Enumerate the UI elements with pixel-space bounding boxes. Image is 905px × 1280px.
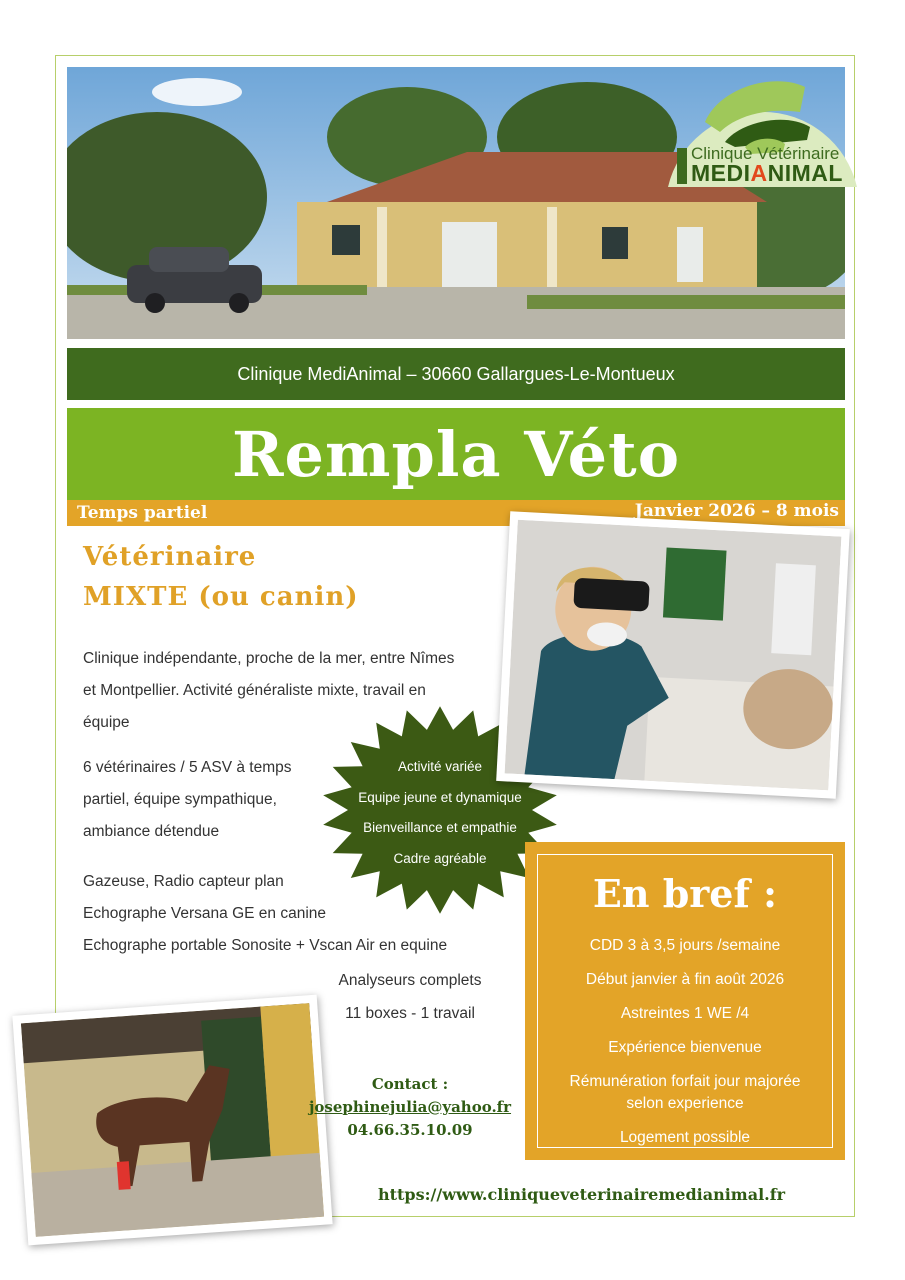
highlight-item: Equipe jeune et dynamique xyxy=(358,789,522,805)
role-line1: Vétérinaire xyxy=(83,542,257,572)
summary-inner xyxy=(537,854,833,1148)
logo-title: Clinique Vétérinaire xyxy=(691,144,840,163)
equipment-item: 11 boxes - 1 travail xyxy=(345,1005,475,1022)
contact-label: Contact : xyxy=(371,1075,449,1093)
address-banner xyxy=(67,348,845,400)
contact-block xyxy=(295,1073,525,1142)
contact-phone[interactable]: 04.66.35.10.09 xyxy=(347,1121,473,1139)
highlight-item: Cadre agréable xyxy=(393,850,487,866)
clinic-description: Clinique indépendante, proche de la mer, entre Nîmes et Montpellier. Activité généraliste mixte, travail en équipe xyxy=(83,650,455,731)
role-heading xyxy=(83,537,359,617)
equipment-item: Analyseurs complets xyxy=(338,972,482,989)
equipment-item: Gazeuse, Radio capteur plan xyxy=(83,873,284,890)
highlight-item: Activité variée xyxy=(397,759,483,774)
summary-item: Logement possible xyxy=(619,1129,751,1146)
logo-bar xyxy=(677,148,687,184)
website-link[interactable]: https://www.cliniqueveterinairemedianimal.fr xyxy=(378,1185,786,1204)
page-title: Rempla Véto xyxy=(231,417,681,491)
contact-email-link[interactable]: josephinejulia@yahoo.fr xyxy=(308,1098,512,1116)
logo-brand: MEDIANIMAL xyxy=(691,160,843,186)
duration-tag: Janvier 2026 – 8 mois xyxy=(634,501,839,521)
address-text: Clinique MediAnimal – 30660 Gallargues-Le-Montueux xyxy=(237,363,675,384)
summary-item: Expérience bienvenue xyxy=(608,1039,762,1056)
clinic-logo xyxy=(665,52,860,187)
summary-title: En bref : xyxy=(592,871,778,916)
summary-item: Début janvier à fin août 2026 xyxy=(585,971,785,988)
summary-box xyxy=(525,842,845,1160)
title-banner xyxy=(67,408,845,500)
summary-list xyxy=(538,935,832,1161)
role-line2: MIXTE (ou canin) xyxy=(83,582,359,612)
summary-item: Astreintes 1 WE /4 xyxy=(620,1005,750,1022)
highlight-item: Bienveillance et empathie xyxy=(363,820,517,835)
equipment-extra xyxy=(300,964,520,1030)
equipment-item: Echographe Versana GE en canine xyxy=(83,905,327,922)
part-time-tag: Temps partiel xyxy=(77,503,208,523)
horse-photo xyxy=(12,995,332,1246)
equipment-item: Echographe portable Sonosite + Vscan Air en equine xyxy=(83,937,448,954)
team-description: 6 vétérinaires / 5 ASV à temps partiel, équipe sympathique, ambiance détendue xyxy=(83,759,292,840)
veterinarian-photo xyxy=(496,511,850,798)
summary-item: Rémunération forfait jour majorée selon experience xyxy=(569,1073,801,1112)
summary-item: CDD 3 à 3,5 jours /semaine xyxy=(589,937,781,954)
